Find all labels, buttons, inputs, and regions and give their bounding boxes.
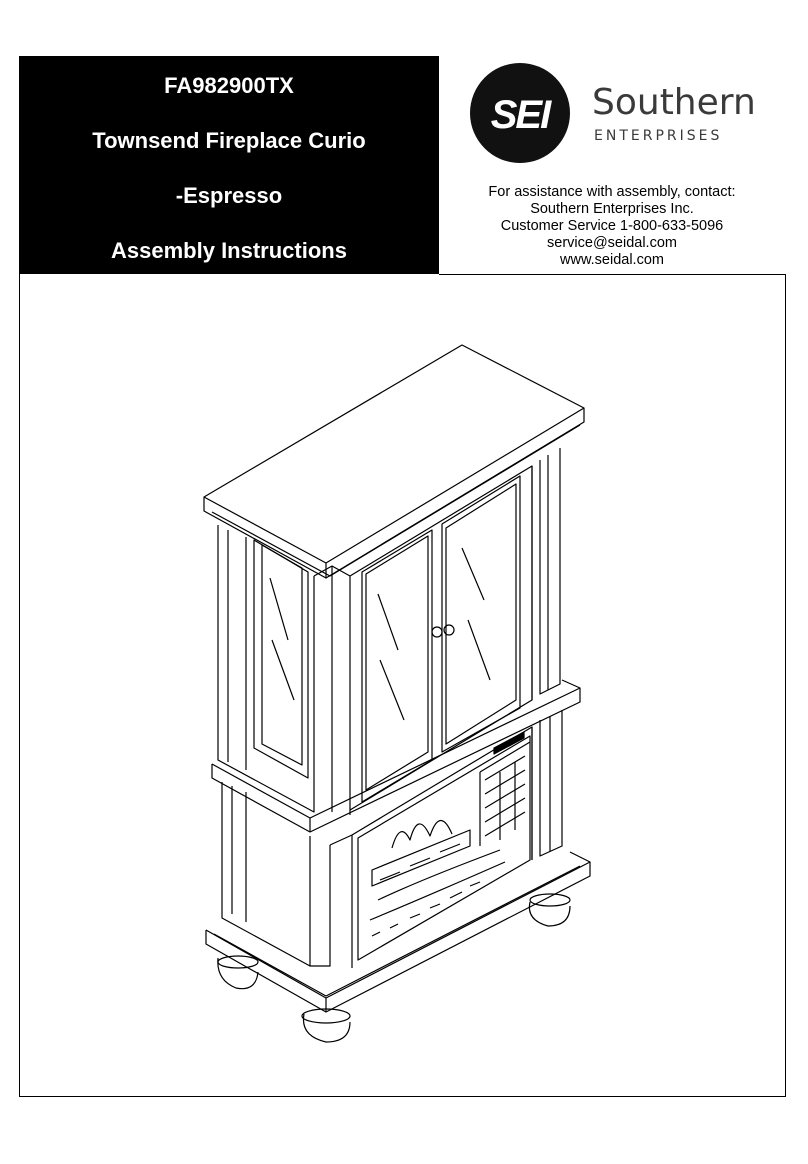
logo-mark: SEI (490, 93, 550, 137)
product-name: Townsend Fireplace Curio (92, 128, 366, 153)
contact-website: www.seidal.com (560, 252, 664, 268)
contact-info (452, 184, 772, 269)
brand-name: Southern (592, 82, 756, 123)
title-block (19, 56, 439, 274)
document-type: Assembly Instructions (111, 238, 347, 263)
contact-phone: Customer Service 1-800-633-5096 (500, 218, 724, 234)
fireplace-curio-illustration (19, 274, 786, 1097)
top-slab (204, 345, 584, 578)
model-number: FA982900TX (164, 73, 294, 98)
product-finish: -Espresso (175, 183, 283, 208)
lower-cabinet (222, 710, 562, 968)
brand-subtitle: ENTERPRISES (594, 128, 723, 144)
feet (218, 894, 570, 1042)
contact-email: service@seidal.com (547, 235, 677, 251)
contact-intro: For assistance with assembly, contact: (488, 184, 736, 200)
sei-logo-icon (470, 63, 570, 163)
contact-company: Southern Enterprises Inc. (530, 201, 694, 217)
